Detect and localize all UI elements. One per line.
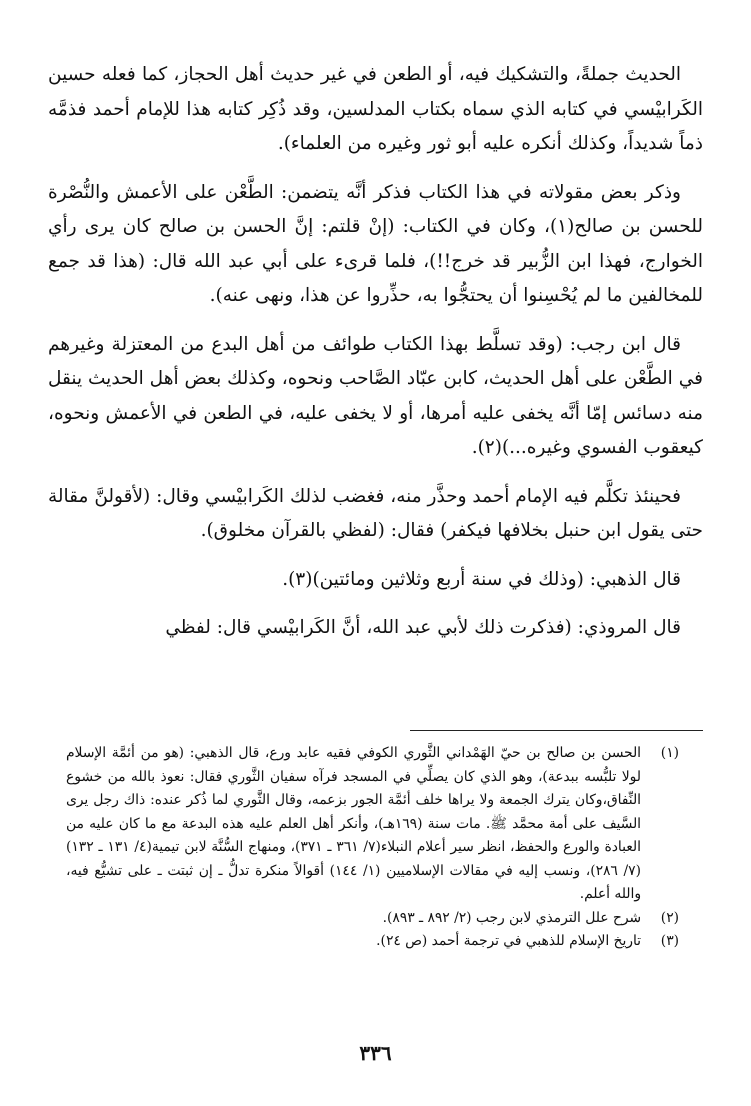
footnote-1 (66, 742, 679, 907)
paragraph-6: قال المروذي: (فذكرت ذلك لأبي عبد الله، أنَّ الكَرابيْسي قال: لفظي (165, 617, 681, 638)
footnote-text: شرح علل الترمذي لابن رجب (٢/ ٨٩٢ ـ ٨٩٣). (382, 909, 641, 926)
paragraph-3: قال ابن رجب: (وقد تسلَّط بهذا الكتاب طوائف من أهل البدع من المعتزلة وغيرهم في الطَّعْن على أهل الحديث، كابن عبّاد الصَّاحب ونحوه، وكذلك بعض أهل الحديث ينقل منه دسائس إمّا أنَّه يخفى عليه أمرها، أو لا يخفى عليه، في الطعن في الأعمش ونحوه، كيعقوب الفسوي وغيره...)(٢). (48, 333, 703, 458)
footnote-text: تاريخ الإسلام للذهبي في ترجمة أحمد (ص ٢٤). (376, 933, 641, 949)
footnote-number: (٢) (660, 909, 679, 926)
paragraph-5: قال الذهبي: (وذلك في سنة أربع وثلاثين ومائتين)(٣). (282, 568, 681, 590)
footnote-separator (410, 730, 703, 731)
page-number: ٣٣٦ (359, 1041, 392, 1065)
footnote-3 (66, 930, 679, 954)
main-text (48, 58, 703, 646)
footnote-2 (66, 907, 679, 931)
footnote-text: الحسن بن صالح بن حيّ الهَمْداني الثَّوري الكوفي فقيه عابد ورع، قال الذهبي: (هو من أئمَّة الإسلام لولا تلبُّسه ببدعة)، وهو الذي كان يصلِّي في المسجد فرآه سفيان الثَّوري فقال: نعوذ بالله من خشوع النِّفاق،وكان يترك الجمعة ولا يراها خلف أئمَّة الجور بزعمه، وقال الثَّوري لما ذُكر عنده: ذاك رجل يرى السَّيف على أمة محمَّد ﷺ. مات سنة (١٦٩هـ)، وأنكر أهل العلم عليه هذه البدعة مع ما كان عليه من العبادة والورع والحفظ، انظر سير أعلام النبلاء(٧/ ٣٦١ ـ ٣٧١)، ومنهاج السُّنَّة لابن تيمية(٤/ ١٣١ ـ ١٣٢) (٧/ ٢٨٦)، ونسب إليه في مقالات الإسلاميين (١/ ١٤٤) أقوالاً منكرة تدلُّ ـ إن ثبتت ـ على تشيُّع فيه، والله أعلم. (66, 745, 641, 902)
paragraph-1: الحديث جملةً، والتشكيك فيه، أو الطعن في غير حديث أهل الحجاز، كما فعله حسين الكَرابيْسي في كتابه الذي سماه بكتاب المدلسين، وقد ذُكِر كتابه هذا للإمام أحمد فذمَّه ذماً شديداً، وكذلك أنكره عليه أبو ثور وغيره من العلماء). (48, 64, 703, 154)
footnote-number: (٣) (660, 933, 679, 949)
footnotes (66, 742, 679, 954)
footnote-number: (١) (660, 745, 679, 761)
paragraph-4: فحينئذ تكلَّم فيه الإمام أحمد وحذَّر منه، فغضب لذلك الكَرابيْسي وقال: (لأقولنَّ مقالة حتى يقول ابن حنبل بخلافها فيكفر) فقال: (لفظي بالقرآن مخلوق). (47, 485, 703, 541)
paragraph-2: وذكر بعض مقولاته في هذا الكتاب فذكر أنَّه يتضمن: الطَّعْن على الأعمش والنُّصْرة للحسن بن صالح(١)، وكان في الكتاب: (إنْ قلتم: إنَّ الحسن بن صالح كان يرى رأي الخوارج، فهذا ابن الزُّبير قد خرج!!)، فلما قرىء على أبي عبد الله قال: (هذا قد جمع للمخالفين ما لم يُحْسِنوا أن يحتجُّوا به، حذِّروا عن هذا، ونهى عنه). (48, 181, 703, 306)
